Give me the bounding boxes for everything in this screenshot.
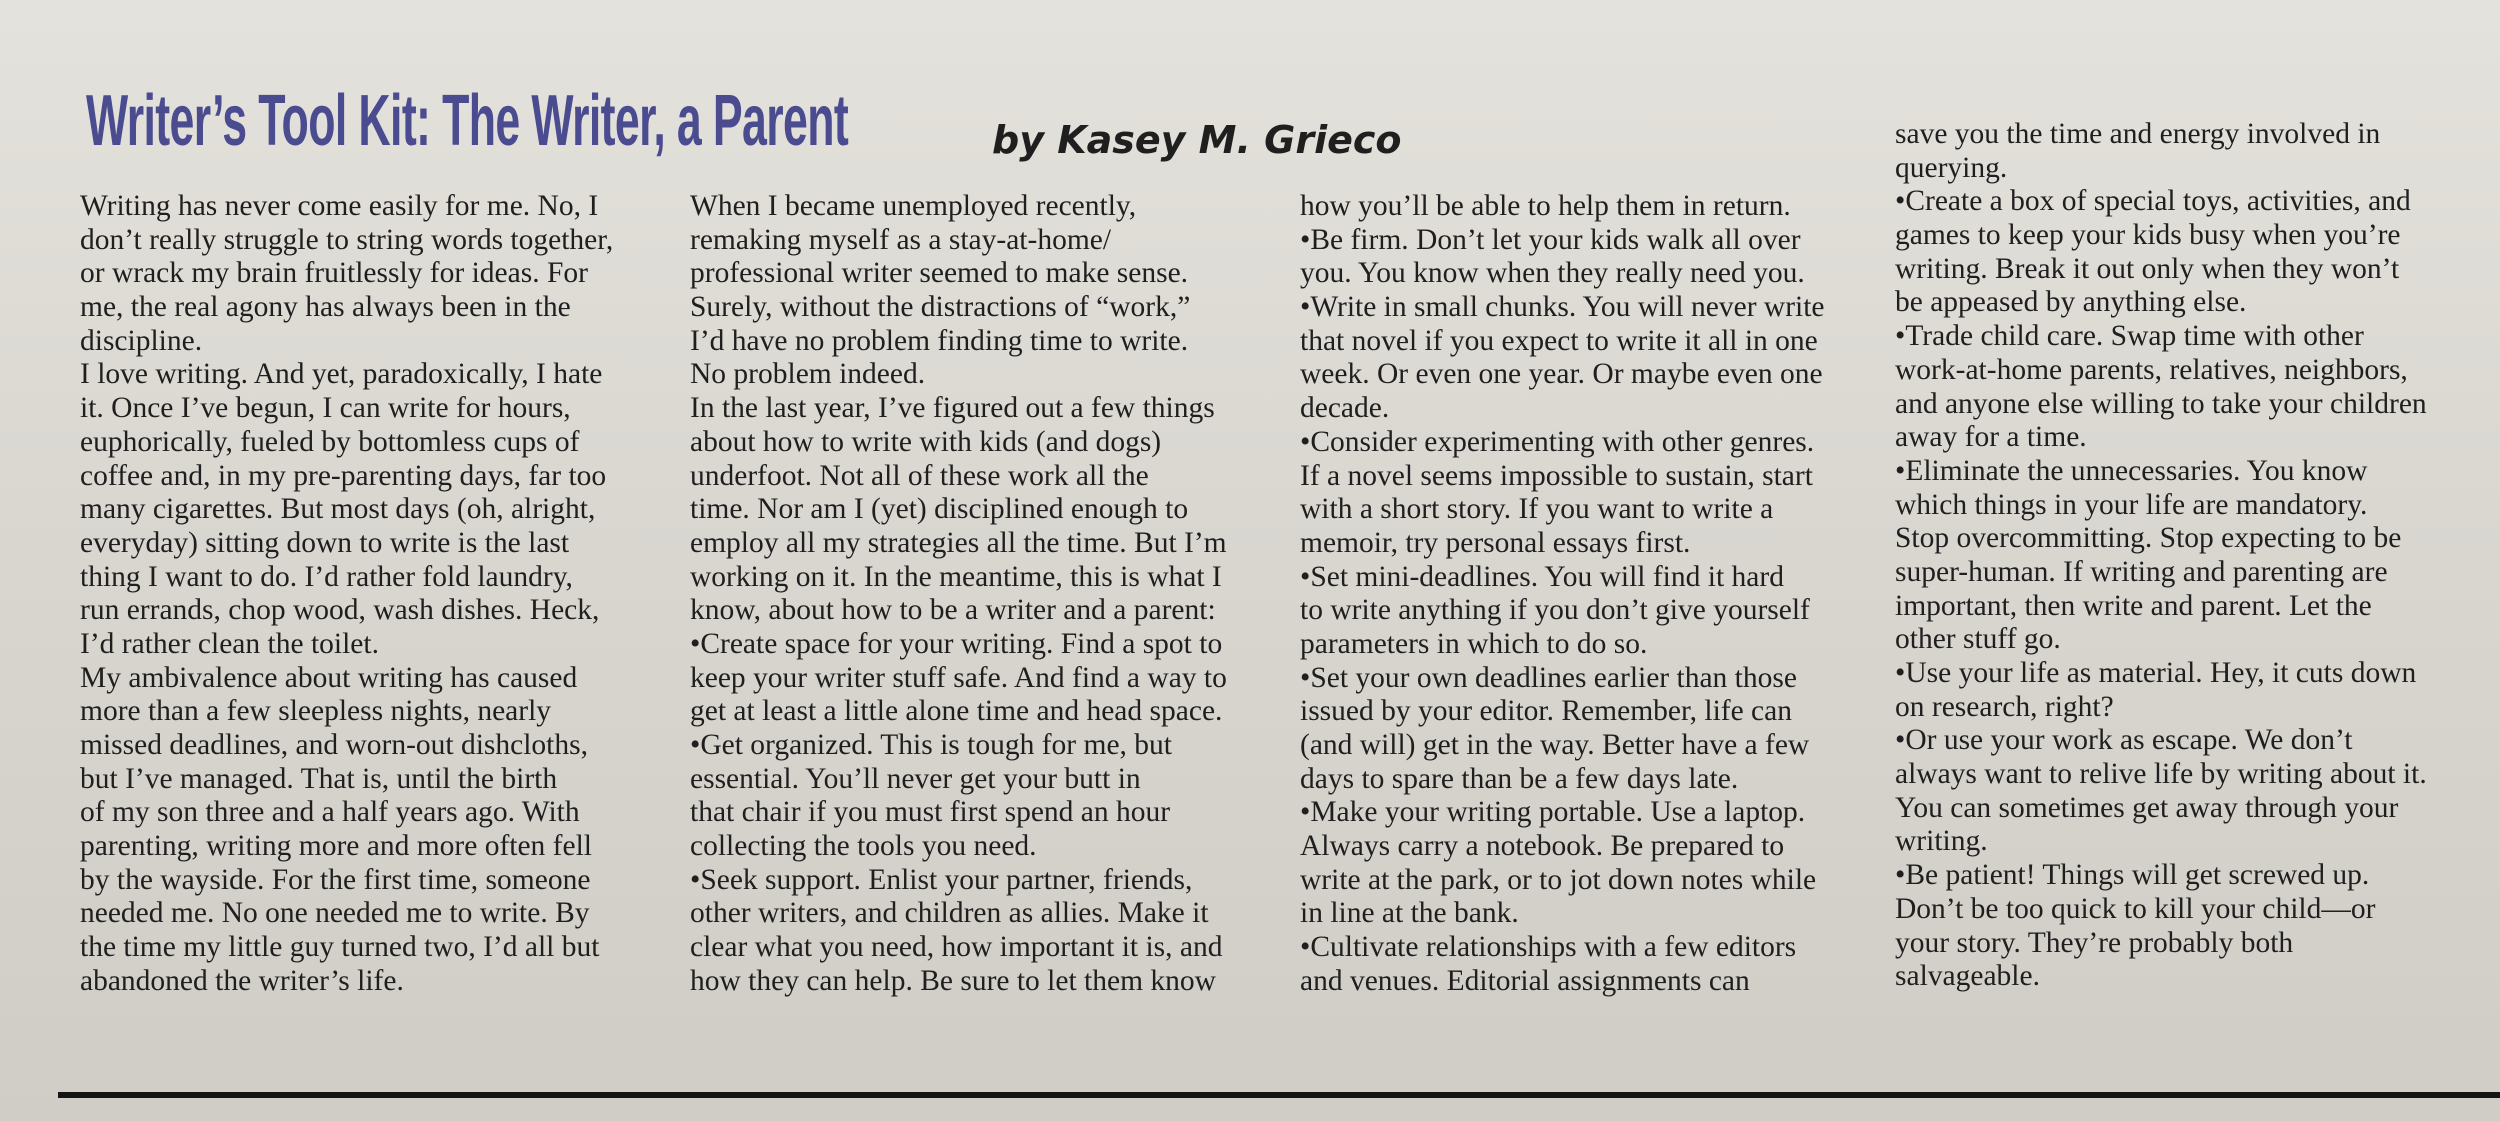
text-line: to write anything if you don’t give yourself bbox=[1300, 594, 1810, 627]
article-column-2 bbox=[690, 190, 1227, 999]
text-line: •Create space for your writing. Find a spot to bbox=[690, 627, 1223, 660]
text-line: important, then write and parent. Let the bbox=[1895, 589, 2372, 622]
text-line: decade. bbox=[1300, 392, 1390, 425]
text-line: other stuff go. bbox=[1895, 623, 2061, 656]
text-line: Surely, without the distractions of “work,” bbox=[690, 291, 1191, 324]
text-line: euphorically, fueled by bottomless cups of bbox=[80, 425, 580, 458]
text-line: •Eliminate the unnecessaries. You know bbox=[1895, 454, 2368, 487]
text-line: and venues. Editorial assignments can bbox=[1300, 964, 1750, 997]
text-line: My ambivalence about writing has caused bbox=[80, 661, 578, 694]
text-line: don’t really struggle to string words together, bbox=[80, 223, 614, 256]
text-line: time. Nor am I (yet) disciplined enough to bbox=[690, 493, 1189, 526]
text-line: employ all my strategies all the time. But I’m bbox=[690, 526, 1227, 559]
text-line: be appeased by anything else. bbox=[1895, 286, 2247, 319]
text-line: writing. Break it out only when they won’t bbox=[1895, 252, 2400, 285]
text-line: I love writing. And yet, paradoxically, I hate bbox=[80, 358, 603, 391]
article-byline: by Kasey M. Grieco bbox=[992, 118, 1402, 162]
text-line: how they can help. Be sure to let them know bbox=[690, 964, 1216, 997]
text-line: •Consider experimenting with other genres. bbox=[1300, 425, 1815, 458]
text-line: Don’t be too quick to kill your child—or bbox=[1895, 892, 2376, 925]
text-line: run errands, chop wood, wash dishes. Heck, bbox=[80, 594, 600, 627]
text-line: querying. bbox=[1895, 151, 2008, 184]
article-title bbox=[86, 80, 1886, 180]
text-line: abandoned the writer’s life. bbox=[80, 964, 404, 997]
text-line: discipline. bbox=[80, 324, 203, 357]
text-line: that chair if you must first spend an hour bbox=[690, 796, 1171, 829]
text-line: Writing has never come easily for me. No, I bbox=[80, 190, 599, 222]
text-line: salvageable. bbox=[1895, 960, 2040, 993]
text-line: •Or use your work as escape. We don’t bbox=[1895, 724, 2353, 757]
text-line: underfoot. Not all of these work all the bbox=[690, 459, 1149, 492]
text-line: me, the real agony has always been in the bbox=[80, 291, 571, 324]
text-line: •Trade child care. Swap time with other bbox=[1895, 320, 2364, 353]
text-line: collecting the tools you need. bbox=[690, 830, 1037, 863]
text-line: •Be firm. Don’t let your kids walk all over bbox=[1300, 223, 1801, 256]
text-line: memoir, try personal essays first. bbox=[1300, 526, 1691, 559]
text-line: remaking myself as a stay-at-home/ bbox=[690, 223, 1112, 256]
text-line: parenting, writing more and more often fell bbox=[80, 830, 592, 863]
text-line: •Make your writing portable. Use a laptop. bbox=[1300, 796, 1806, 829]
text-line: more than a few sleepless nights, nearly bbox=[80, 695, 552, 728]
text-line: you. You know when they really need you. bbox=[1300, 257, 1805, 290]
article-column-1 bbox=[80, 190, 613, 999]
text-line: I’d rather clean the toilet. bbox=[80, 627, 379, 660]
text-line: it. Once I’ve begun, I can write for hours, bbox=[80, 392, 571, 425]
text-line: (and will) get in the way. Better have a few bbox=[1300, 729, 1810, 761]
text-line: •Create a box of special toys, activities, and bbox=[1895, 185, 2411, 218]
article-title-text: Writer’s Tool Kit: The Writer, a Parent bbox=[86, 81, 849, 161]
text-line: that novel if you expect to write it all in one bbox=[1300, 324, 1818, 357]
text-line: work-at-home parents, relatives, neighbors, bbox=[1895, 353, 2408, 386]
text-line: •Use your life as material. Hey, it cuts down bbox=[1895, 657, 2417, 689]
text-line: days to spare than be a few days late. bbox=[1300, 762, 1739, 795]
text-line: •Set mini-deadlines. You will find it hard bbox=[1300, 560, 1784, 593]
text-line: know, about how to be a writer and a parent: bbox=[690, 594, 1216, 627]
article-column-3 bbox=[1300, 190, 1825, 999]
text-line: coffee and, in my pre-parenting days, far too bbox=[80, 459, 607, 492]
text-line: in line at the bank. bbox=[1300, 897, 1519, 930]
text-line: or wrack my brain fruitlessly for ideas. For bbox=[80, 257, 588, 290]
text-line: super-human. If writing and parenting are bbox=[1895, 555, 2388, 588]
text-line: issued by your editor. Remember, life can bbox=[1300, 695, 1792, 728]
text-line: other writers, and children as allies. Make it bbox=[690, 897, 1209, 930]
text-line: When I became unemployed recently, bbox=[690, 190, 1137, 222]
text-line: thing I want to do. I’d rather fold laundry, bbox=[80, 560, 573, 593]
text-line: but I’ve managed. That is, until the birth bbox=[80, 762, 558, 795]
text-line: games to keep your kids busy when you’re bbox=[1895, 219, 2401, 252]
text-line: on research, right? bbox=[1895, 690, 2114, 723]
text-line: You can sometimes get away through your bbox=[1895, 791, 2399, 824]
text-line: week. Or even one year. Or maybe even one bbox=[1300, 358, 1823, 391]
text-line: essential. You’ll never get your butt in bbox=[690, 762, 1141, 795]
text-line: the time my little guy turned two, I’d all but bbox=[80, 931, 600, 964]
text-line: with a short story. If you want to write a bbox=[1300, 493, 1774, 526]
text-line: No problem indeed. bbox=[690, 358, 926, 391]
text-line: professional writer seemed to make sense. bbox=[690, 257, 1189, 290]
text-line: by the wayside. For the first time, someone bbox=[80, 863, 591, 896]
text-line: everyday) sitting down to write is the last bbox=[80, 526, 570, 559]
text-line: Always carry a notebook. Be prepared to bbox=[1300, 830, 1785, 863]
text-line: about how to write with kids (and dogs) bbox=[690, 425, 1162, 458]
text-line: save you the time and energy involved in bbox=[1895, 118, 2381, 150]
text-line: writing. bbox=[1895, 825, 1988, 858]
text-line: Stop overcommitting. Stop expecting to be bbox=[1895, 522, 2402, 555]
text-line: which things in your life are mandatory. bbox=[1895, 488, 2368, 521]
text-line: needed me. No one needed me to write. By bbox=[80, 897, 590, 930]
text-line: and anyone else willing to take your children bbox=[1895, 387, 2427, 420]
text-line: •Write in small chunks. You will never write bbox=[1300, 291, 1825, 324]
text-line: In the last year, I’ve figured out a few things bbox=[690, 392, 1215, 425]
text-line: working on it. In the meantime, this is what I bbox=[690, 560, 1222, 593]
text-line: If a novel seems impossible to sustain, start bbox=[1300, 459, 1813, 492]
text-line: I’d have no problem finding time to write. bbox=[690, 324, 1189, 357]
bottom-rule bbox=[58, 1092, 2500, 1098]
text-line: keep your writer stuff safe. And find a way to bbox=[690, 661, 1227, 694]
text-line: always want to relive life by writing about it. bbox=[1895, 758, 2427, 791]
text-line: how you’ll be able to help them in return. bbox=[1300, 190, 1791, 222]
text-line: •Be patient! Things will get screwed up. bbox=[1895, 859, 2370, 892]
text-line: your story. They’re probably both bbox=[1895, 926, 2294, 959]
text-line: clear what you need, how important it is, and bbox=[690, 931, 1223, 964]
text-line: •Cultivate relationships with a few editors bbox=[1300, 931, 1797, 964]
text-line: write at the park, or to jot down notes while bbox=[1300, 863, 1817, 896]
text-line: parameters in which to do so. bbox=[1300, 627, 1648, 660]
text-line: missed deadlines, and worn-out dishcloths, bbox=[80, 729, 588, 761]
article-column-4 bbox=[1895, 118, 2427, 994]
text-line: •Get organized. This is tough for me, but bbox=[690, 729, 1172, 761]
text-line: get at least a little alone time and head space. bbox=[690, 695, 1223, 728]
text-line: many cigarettes. But most days (oh, alright, bbox=[80, 493, 596, 526]
text-line: of my son three and a half years ago. With bbox=[80, 796, 580, 829]
text-line: •Seek support. Enlist your partner, friends, bbox=[690, 863, 1193, 896]
text-line: •Set your own deadlines earlier than those bbox=[1300, 661, 1797, 694]
text-line: away for a time. bbox=[1895, 421, 2087, 454]
